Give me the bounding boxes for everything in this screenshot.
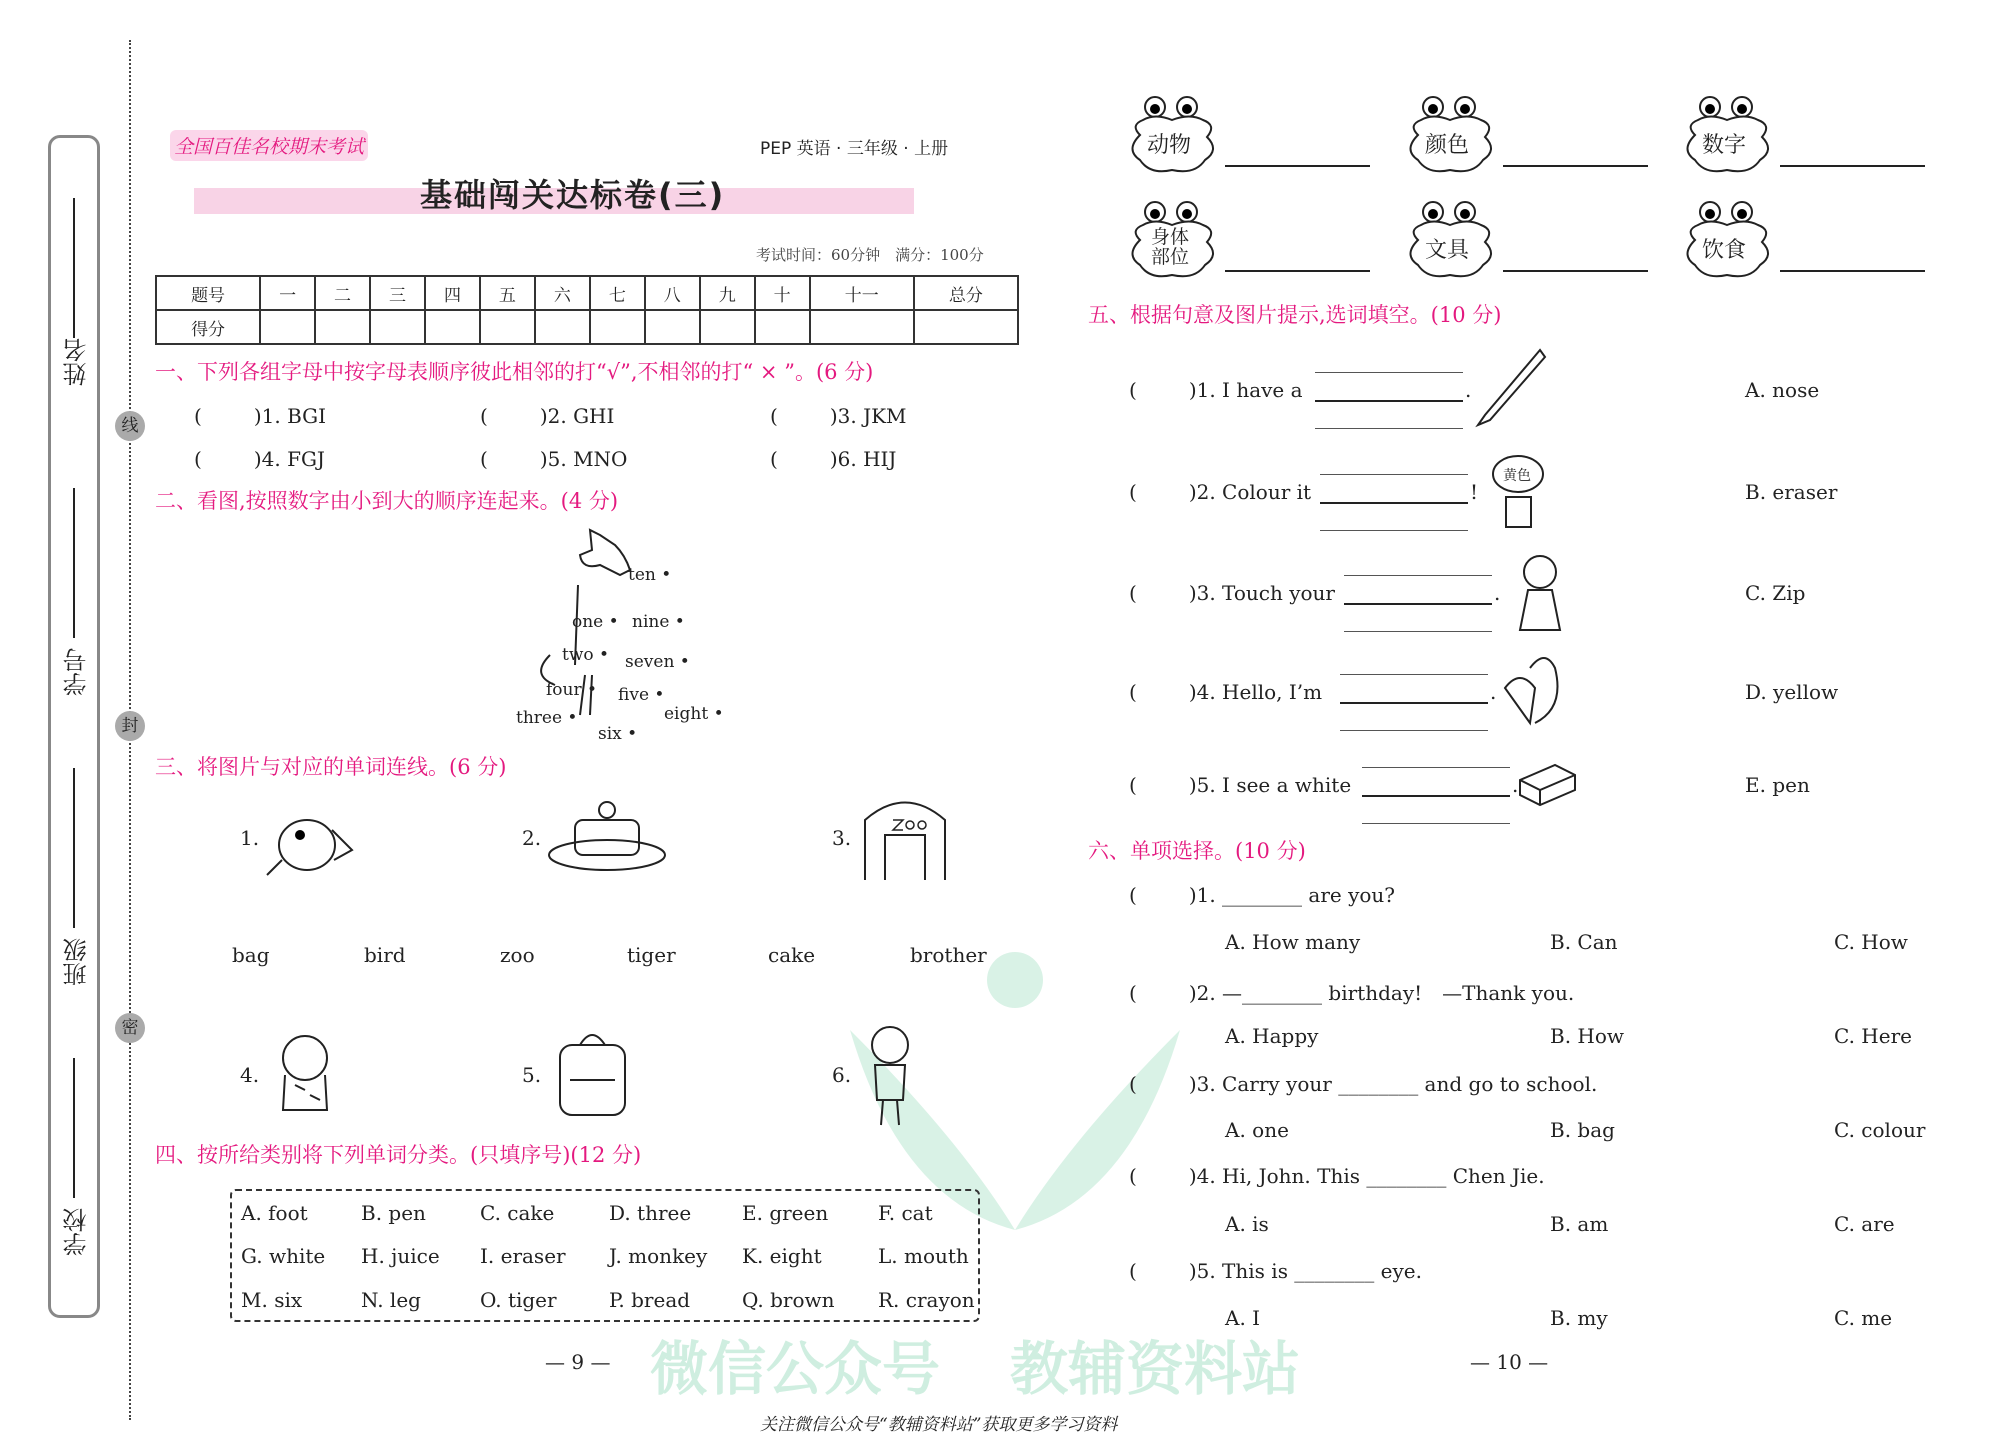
section-3-heading: 三、将图片与对应的单词连线。(6 分) — [155, 755, 507, 779]
seal-line: 线 — [115, 411, 145, 441]
answer-paren[interactable]: ( — [1129, 883, 1137, 907]
letter-group: 4. FGJ — [261, 447, 325, 471]
watermark-text-1: 微信公众号 — [650, 1335, 941, 1403]
score-header-cell: 六 — [535, 276, 590, 310]
category-cloud — [1125, 200, 1220, 280]
question-text: )2. —________ birthday! —Thank you. — [1188, 981, 1575, 1005]
sentence-end: . — [1512, 773, 1519, 797]
word-choice: E. pen — [1745, 773, 1810, 797]
seal-secret: 密 — [115, 1013, 145, 1043]
word-option: H. juice — [361, 1244, 440, 1268]
category-cloud — [1403, 200, 1498, 280]
dot-label: one — [572, 612, 604, 632]
answer-paren[interactable]: ( — [194, 447, 202, 471]
number-dot[interactable]: four • — [546, 680, 598, 700]
question-text: )4. Hi, John. This ________ Chen Jie. — [1188, 1164, 1545, 1188]
category-label: 身体部位 — [1150, 226, 1189, 268]
choice-option[interactable]: B. bag — [1550, 1118, 1615, 1142]
category-answer-line[interactable] — [1225, 165, 1370, 167]
sentence-text: )4. Hello, I’m — [1188, 680, 1323, 704]
section-1-heading: 一、下列各组字母中按字母表顺序彼此相邻的打“√”,不相邻的打“ × ”。(6 分) — [155, 360, 874, 384]
match-word[interactable]: brother — [910, 943, 987, 967]
category-label: 动物 — [1146, 133, 1191, 158]
choice-question — [1129, 883, 1395, 907]
dot-label: four — [546, 680, 582, 700]
number-dot[interactable]: seven • — [625, 652, 690, 672]
choice-option[interactable]: B. my — [1550, 1306, 1608, 1330]
word-option: O. tiger — [480, 1288, 557, 1312]
category-cloud — [1680, 95, 1775, 175]
sentence-text: )5. I see a white — [1188, 773, 1352, 797]
word-option: L. mouth — [878, 1244, 969, 1268]
sentence-text: )1. I have a — [1188, 378, 1303, 402]
picture-number: 4. — [240, 1063, 260, 1087]
page-number-left: — 9 — — [545, 1350, 611, 1374]
four-line-answer[interactable] — [1320, 502, 1468, 504]
four-line-answer[interactable] — [1344, 603, 1492, 605]
letter-group: 1. BGI — [261, 404, 327, 428]
word-option: E. green — [742, 1201, 829, 1225]
choice-option[interactable]: A. How many — [1225, 930, 1361, 954]
letter-group: 5. MNO — [547, 447, 628, 471]
category-label: 数字 — [1701, 133, 1746, 158]
squirrel-picture — [1495, 648, 1565, 733]
score-header-cell: 十一 — [810, 276, 914, 310]
word-option: A. foot — [241, 1201, 308, 1225]
answer-paren[interactable]: ( — [1129, 378, 1137, 402]
score-row-label: 得分 — [156, 310, 260, 344]
word-option: G. white — [241, 1244, 326, 1268]
fill-item — [1129, 773, 1351, 797]
four-line-answer — [1315, 372, 1463, 373]
sentence-text: )2. Colour it — [1188, 480, 1312, 504]
score-cell[interactable] — [755, 310, 810, 344]
dot-label: five — [618, 685, 650, 705]
choice-question — [1129, 1164, 1545, 1188]
word-option: C. cake — [480, 1201, 555, 1225]
letter-item: ( )2. GHI — [480, 404, 615, 428]
section-4-heading: 四、按所给类别将下列单词分类。(只填序号)(12 分) — [155, 1143, 642, 1167]
choice-option[interactable]: B. How — [1550, 1024, 1625, 1048]
sentence-end: . — [1465, 378, 1472, 402]
answer-paren[interactable]: ( — [1129, 480, 1137, 504]
paint-picture — [1488, 452, 1553, 532]
choice-option[interactable]: C. me — [1834, 1306, 1893, 1330]
score-header-cell: 十 — [755, 276, 810, 310]
boy-picture — [855, 1020, 925, 1130]
dot-label: two — [562, 645, 594, 665]
word-option: D. three — [609, 1201, 692, 1225]
exam-info: 考试时间：60分钟 满分：100分 — [756, 246, 984, 264]
binding-strip — [48, 135, 100, 1318]
word-option: M. six — [241, 1288, 303, 1312]
letter-group: 3. JKM — [837, 404, 907, 428]
four-line-answer — [1344, 575, 1492, 576]
page-title: 基础闯关达标卷(三) — [420, 176, 726, 214]
answer-paren[interactable]: ( — [770, 447, 778, 471]
answer-paren[interactable]: ( — [1129, 1259, 1137, 1283]
four-line-answer — [1320, 530, 1468, 531]
score-header-cell: 三 — [370, 276, 425, 310]
category-answer-line[interactable] — [1503, 270, 1648, 272]
match-word[interactable]: bag — [232, 943, 270, 967]
score-cell[interactable] — [260, 310, 315, 344]
number-dot[interactable]: ten • — [628, 565, 672, 585]
score-cell[interactable] — [914, 310, 1018, 344]
letter-group: 2. GHI — [547, 404, 615, 428]
question-text: )1. ________ are you? — [1188, 883, 1396, 907]
sentence-end: . — [1494, 581, 1501, 605]
number-dot[interactable]: two • — [562, 645, 610, 665]
word-choice: A. nose — [1745, 378, 1820, 402]
category-cloud — [1680, 200, 1775, 280]
answer-paren[interactable]: ( — [1129, 1072, 1137, 1096]
match-word[interactable]: bird — [364, 943, 406, 967]
letter-item: ( )1. BGI — [194, 404, 327, 428]
score-header-cell: 一 — [260, 276, 315, 310]
score-cell[interactable] — [480, 310, 535, 344]
tiger-picture — [265, 1030, 350, 1115]
number-dot[interactable]: nine • — [632, 612, 685, 632]
word-choice: D. yellow — [1745, 680, 1839, 704]
answer-paren[interactable]: ( — [480, 447, 488, 471]
edition-label: PEP 英语 · 三年级 · 上册 — [760, 139, 949, 159]
category-answer-line[interactable] — [1780, 165, 1925, 167]
number-dot[interactable]: one • — [572, 612, 619, 632]
letter-item: ( )6. HIJ — [770, 447, 897, 471]
dot-label: eight — [664, 704, 709, 724]
category-cloud — [1403, 95, 1498, 175]
answer-paren[interactable]: ( — [770, 404, 778, 428]
schoolbag-picture — [545, 1025, 640, 1120]
score-header-cell: 九 — [700, 276, 755, 310]
seal-seal: 封 — [115, 711, 145, 741]
letter-item: ( )5. MNO — [480, 447, 628, 471]
section-5-heading: 五、根据句意及图片提示,选词填空。(10 分) — [1088, 303, 1502, 327]
four-line-answer[interactable] — [1340, 702, 1488, 704]
sentence-end: . — [1490, 680, 1497, 704]
word-option: K. eight — [742, 1244, 822, 1268]
word-box — [230, 1189, 980, 1322]
bird-picture — [262, 800, 357, 880]
four-line-answer — [1315, 428, 1463, 429]
four-line-answer — [1344, 631, 1492, 632]
picture-number: 3. — [832, 826, 852, 850]
choice-option[interactable]: C. Here — [1834, 1024, 1912, 1048]
score-cell[interactable] — [810, 310, 914, 344]
score-header-cell: 五 — [480, 276, 535, 310]
answer-paren[interactable]: ( — [194, 404, 202, 428]
four-line-answer — [1340, 674, 1488, 675]
dot-label: six — [598, 724, 622, 744]
choice-option[interactable]: A. one — [1225, 1118, 1289, 1142]
score-cell[interactable] — [315, 310, 370, 344]
field-class-label: 班级 — [63, 938, 91, 986]
field-class-line[interactable] — [73, 768, 75, 928]
section-2-heading: 二、看图,按照数字由小到大的顺序连起来。(4 分) — [155, 489, 619, 513]
number-dot[interactable]: three • — [516, 708, 578, 728]
fill-item — [1129, 581, 1335, 605]
score-cell[interactable] — [645, 310, 700, 344]
score-header-cell: 七 — [590, 276, 645, 310]
choice-question — [1129, 977, 1574, 1006]
score-header-cell: 四 — [425, 276, 480, 310]
question-text: )5. This is ________ eye. — [1188, 1259, 1422, 1283]
score-cell[interactable] — [370, 310, 425, 344]
four-line-answer[interactable] — [1362, 795, 1510, 797]
four-line-answer — [1320, 474, 1468, 475]
match-word[interactable]: cake — [768, 943, 816, 967]
page-number-right: — 10 — — [1470, 1350, 1549, 1374]
number-dot[interactable]: eight • — [664, 704, 724, 724]
dot-label: nine — [632, 612, 670, 632]
score-header-cell: 二 — [315, 276, 370, 310]
score-table — [155, 275, 1019, 345]
word-choice: C. Zip — [1745, 581, 1806, 605]
choice-option[interactable]: C. How — [1834, 930, 1908, 954]
choice-option[interactable]: B. am — [1550, 1212, 1609, 1236]
four-line-answer — [1362, 767, 1510, 768]
category-label: 颜色 — [1424, 133, 1469, 158]
category-label: 文具 — [1424, 238, 1469, 263]
dot-label: seven — [625, 652, 675, 672]
choice-option[interactable]: A. is — [1225, 1212, 1269, 1236]
score-header-cell: 八 — [645, 276, 700, 310]
word-choice: B. eraser — [1745, 480, 1838, 504]
four-line-answer — [1340, 730, 1488, 731]
answer-paren[interactable]: ( — [1129, 773, 1137, 797]
letter-group: 6. HIJ — [837, 447, 897, 471]
word-option: B. pen — [361, 1201, 426, 1225]
number-dot[interactable]: six • — [598, 724, 638, 744]
four-line-answer[interactable] — [1315, 400, 1463, 402]
score-header-cell: 题号 — [156, 276, 260, 310]
word-option: R. crayon — [878, 1288, 975, 1312]
category-label: 饮食 — [1701, 238, 1746, 263]
zoo-gate-picture — [855, 790, 955, 885]
fill-item — [1129, 680, 1322, 704]
score-cell[interactable] — [590, 310, 645, 344]
field-school-line[interactable] — [73, 1058, 75, 1198]
picture-number: 5. — [522, 1063, 542, 1087]
picture-number: 6. — [832, 1063, 852, 1087]
section-6-heading: 六、单项选择。(10 分) — [1088, 839, 1306, 863]
score-header-cell: 总分 — [914, 276, 1018, 310]
word-option: J. monkey — [609, 1244, 708, 1268]
category-answer-line[interactable] — [1503, 165, 1648, 167]
word-option: F. cat — [878, 1201, 933, 1225]
field-name-label: 姓名 — [63, 338, 91, 386]
question-text: )3. Carry your ________ and go to school. — [1188, 1072, 1598, 1096]
category-answer-line[interactable] — [1225, 270, 1370, 272]
choice-option[interactable]: C. colour — [1834, 1118, 1926, 1142]
dot-label: ten — [628, 565, 656, 585]
category-cloud — [1125, 95, 1220, 175]
girl-picture — [1510, 550, 1570, 635]
score-cell[interactable] — [535, 310, 590, 344]
footer-note: 关注微信公众号“教辅资料站”获取更多学习资料 — [760, 1415, 1118, 1435]
eraser-picture — [1515, 755, 1580, 810]
score-cell[interactable] — [425, 310, 480, 344]
pen-picture — [1470, 345, 1550, 430]
score-cell[interactable] — [700, 310, 755, 344]
match-word[interactable]: zoo — [500, 943, 535, 967]
choice-question — [1129, 1259, 1422, 1283]
brand-label: 全国百佳名校期末考试 — [170, 130, 368, 161]
choice-question — [1129, 1072, 1597, 1096]
answer-paren[interactable]: ( — [1129, 581, 1137, 605]
field-school-label: 学校 — [63, 1208, 91, 1256]
field-id-label: 学号 — [63, 648, 91, 696]
choice-option[interactable]: A. Happy — [1225, 1024, 1319, 1048]
dot-label: three — [516, 708, 563, 728]
answer-paren[interactable]: ( — [1129, 981, 1137, 1005]
match-word[interactable]: tiger — [627, 943, 676, 967]
sentence-text: )3. Touch your — [1188, 581, 1335, 605]
category-answer-line[interactable] — [1780, 270, 1925, 272]
answer-paren[interactable]: ( — [1129, 680, 1137, 704]
watermark-text-2: 教辅资料站 — [1010, 1335, 1301, 1403]
fill-item — [1129, 378, 1303, 402]
picture-number: 2. — [522, 826, 542, 850]
letter-item: ( )4. FGJ — [194, 447, 325, 471]
number-dot[interactable]: five • — [618, 685, 665, 705]
letter-item: ( )3. JKM — [770, 404, 907, 428]
choice-option[interactable]: A. I — [1225, 1306, 1261, 1330]
picture-number: 1. — [240, 826, 260, 850]
choice-option[interactable]: C. are — [1834, 1212, 1895, 1236]
four-line-answer — [1362, 823, 1510, 824]
answer-paren[interactable]: ( — [1129, 1164, 1137, 1188]
word-option: Q. brown — [742, 1288, 835, 1312]
word-option: P. bread — [609, 1288, 691, 1312]
choice-option[interactable]: B. Can — [1550, 930, 1618, 954]
fill-item — [1129, 480, 1311, 504]
field-id-line[interactable] — [73, 488, 75, 638]
cake-picture — [545, 795, 670, 880]
field-name-line[interactable] — [73, 198, 75, 338]
yellow-paint-label: 黄色 — [1503, 468, 1531, 484]
word-option: N. leg — [361, 1288, 421, 1312]
sentence-end: ! — [1470, 480, 1479, 504]
word-option: I. eraser — [480, 1244, 566, 1268]
answer-paren[interactable]: ( — [480, 404, 488, 428]
